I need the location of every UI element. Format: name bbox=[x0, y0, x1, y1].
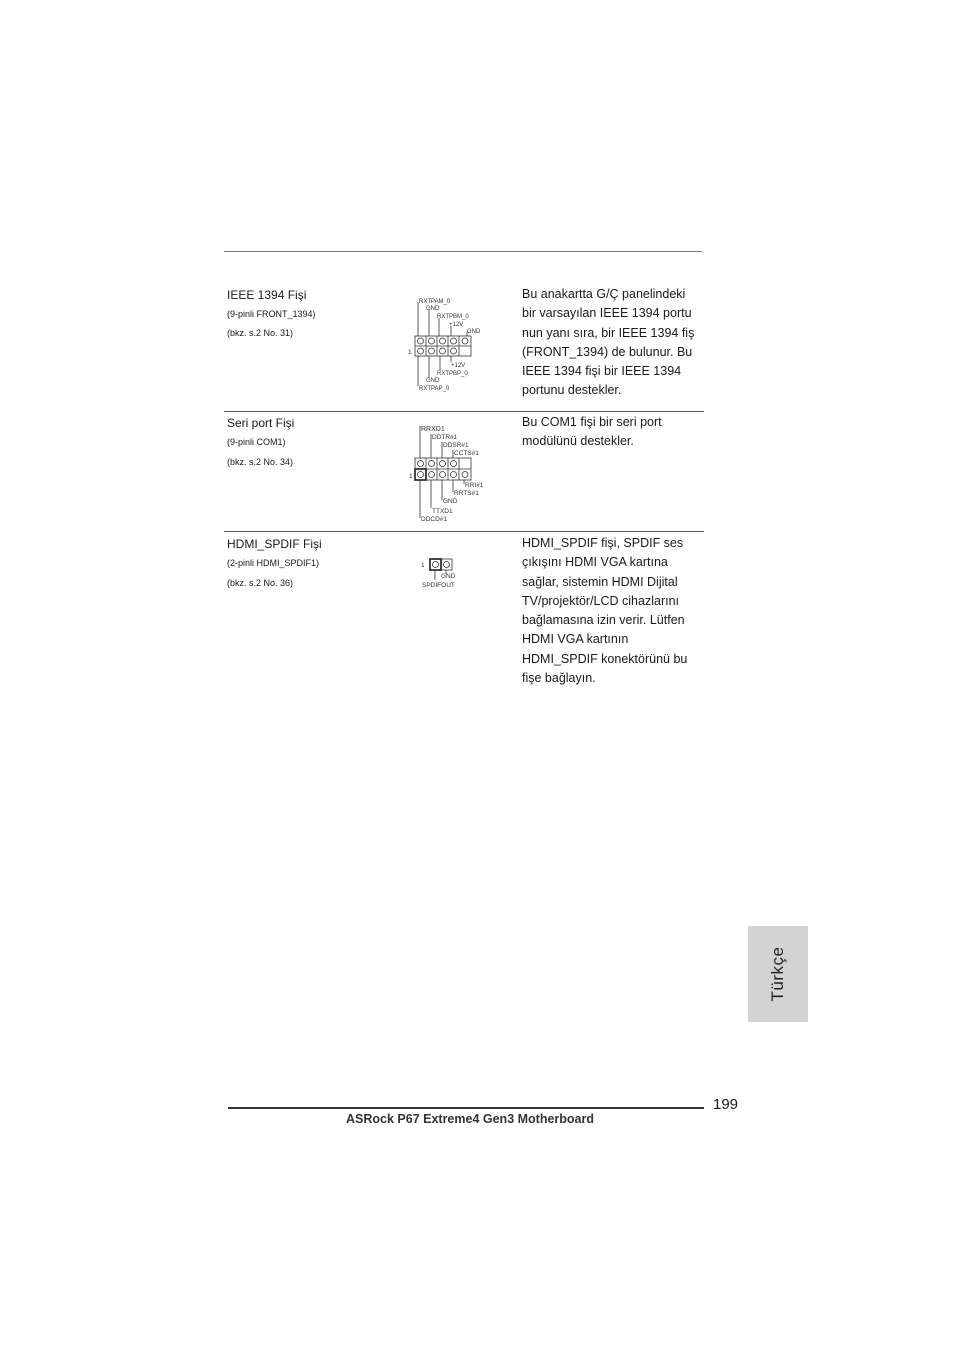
section-title-ieee1394: IEEE 1394 Fişi bbox=[227, 288, 307, 302]
hdmi-spdif-pin1-label: 1 bbox=[421, 562, 425, 569]
serial-label-ccts1: CCTS#1 bbox=[454, 450, 479, 457]
hdmi-spdif-label-spdifout: SPDIFOUT bbox=[422, 582, 455, 589]
section-ref-ieee1394: (bkz. s.2 No. 31) bbox=[227, 328, 294, 338]
section-pins-ieee1394: (9-pinli FRONT_1394) bbox=[227, 309, 316, 319]
serial-label-gnd: GND bbox=[443, 498, 458, 505]
ieee1394-label-rxtpap: RXTPAP_0 bbox=[419, 386, 450, 392]
ieee1394-label-rxtpam: RXTPAM_0 bbox=[419, 299, 451, 305]
ieee1394-label-12v-2: +12V bbox=[451, 363, 466, 369]
footer-title: ASRock P67 Extreme4 Gen3 Motherboard bbox=[346, 1112, 594, 1126]
serial-label-ddcd1: DDCD#1 bbox=[421, 516, 448, 523]
ieee1394-label-gnd-2: GND bbox=[467, 329, 481, 335]
serial-pin1-label: 1 bbox=[409, 473, 413, 480]
section-ref-serial: (bkz. s.2 No. 34) bbox=[227, 457, 294, 467]
serial-label-rri1: RRI#1 bbox=[465, 482, 484, 489]
section-pins-hdmi-spdif: (2-pinli HDMI_SPDIF1) bbox=[227, 558, 320, 568]
serial-label-rrts1: RRTS#1 bbox=[454, 490, 479, 497]
serial-header-diagram bbox=[405, 420, 505, 526]
ieee1394-label-rxtpbp: RXTPBP_0 bbox=[437, 371, 468, 377]
serial-label-ttxd1: TTXD1 bbox=[432, 508, 453, 515]
ieee1394-label-rxtpbm: RXTPBM_0 bbox=[437, 314, 469, 320]
section-desc-ieee1394: Bu anakartta G/Ç panelindeki bir varsayılan IEEE 1394 portu nun yanı sıra, bir IEEE 1394 fiş (FRONT_1394) de bulunur. Bu IEEE 1394 fişi bir IEEE 1394 portunu destekler. bbox=[522, 287, 695, 398]
language-side-tab bbox=[748, 926, 808, 1022]
hdmi-spdif-label-gnd: GND bbox=[441, 573, 456, 580]
section-title-serial: Seri port Fişi bbox=[227, 416, 295, 430]
section-desc-serial: Bu COM1 fişi bir seri port modülünü destekler. bbox=[522, 415, 662, 449]
footer-divider bbox=[228, 1107, 704, 1109]
hdmi-spdif-header-diagram bbox=[418, 556, 468, 592]
section-title-hdmi-spdif: HDMI_SPDIF Fişi bbox=[227, 537, 322, 551]
serial-label-rrxd1: RRXD1 bbox=[421, 426, 445, 433]
language-tab-label: Türkçe bbox=[768, 946, 787, 1002]
section-divider-1 bbox=[224, 411, 704, 412]
ieee1394-header-diagram bbox=[405, 294, 505, 394]
serial-label-ddtr1: DDTR#1 bbox=[432, 434, 458, 441]
top-divider bbox=[224, 251, 702, 252]
page-number: 199 bbox=[713, 1096, 739, 1113]
ieee1394-label-gnd-1: GND bbox=[426, 306, 440, 312]
section-divider-2 bbox=[224, 531, 704, 532]
section-ref-hdmi-spdif: (bkz. s.2 No. 36) bbox=[227, 578, 294, 588]
section-desc-hdmi-spdif: HDMI_SPDIF fişi, SPDIF ses çıkışını HDMI VGA kartına sağlar, sistemin HDMI Dijital TV/projektör/LCD cihazlarını bağlamasına izin verir. Lütfen HDMI VGA kartının HDMI_SPDIF konektörünü bu fişe bağlayın. bbox=[522, 536, 688, 686]
ieee1394-label-12v-1: +12V bbox=[449, 322, 464, 328]
section-pins-serial: (9-pinli COM1) bbox=[227, 437, 286, 447]
ieee1394-label-gnd-3: GND bbox=[426, 378, 440, 384]
serial-label-ddsr1: DDSR#1 bbox=[443, 442, 469, 449]
ieee1394-pin1-label: 1 bbox=[408, 349, 412, 356]
